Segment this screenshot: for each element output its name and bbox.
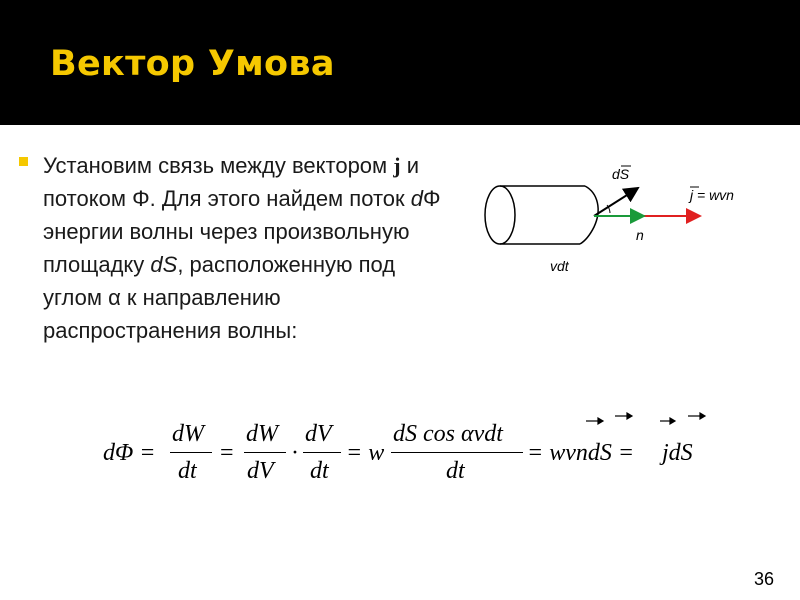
vdt-label: vdt [550,258,569,274]
fraction-1-numerator: dW [172,421,204,447]
equals-1: = [220,440,234,466]
slide-title: Вектор Умова [50,44,335,84]
formula-wvndS: = wvndS = [527,440,635,466]
n-label: n [636,227,644,243]
text-part-2: и потоком Φ. Для этого найдем поток [43,153,420,211]
fraction-3-numerator: dV [305,421,332,447]
fraction-3-denominator: dt [310,458,329,484]
text-part-1: Установим связь между вектором [43,153,394,178]
fraction-2-numerator: dW [246,421,278,447]
dS-label: dS [612,166,630,182]
differential-d: d [410,186,424,211]
slide-number: 36 [753,569,774,589]
multiply-dot: · [291,440,299,466]
formula-jdS: jdS [662,440,693,466]
text-part-4: , расположенную под углом α к направлению распространения волны: [43,252,396,343]
area-dS: dS [150,252,178,277]
formula-lhs: dΦ = [103,440,156,466]
fraction-4-numerator: dS cos αvdt [393,421,503,447]
fraction-4-denominator: dt [446,458,465,484]
fraction-1-denominator: dt [178,458,197,484]
text-part-3: Φ энергии волны через произвольную площадку [43,186,441,277]
vector-j: j [393,153,401,178]
fraction-2-denominator: dV [247,458,274,484]
j-label: j = wvn [690,187,734,203]
equals-w: = w [346,440,385,466]
